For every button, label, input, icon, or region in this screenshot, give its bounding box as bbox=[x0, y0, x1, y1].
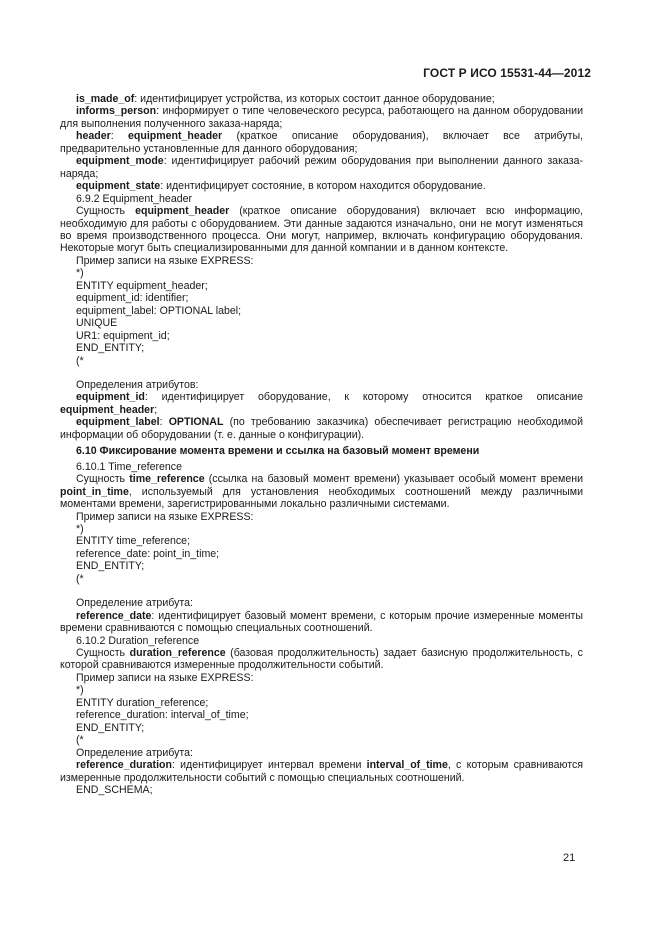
term-type: interval_of_time bbox=[366, 759, 448, 772]
term: reference_date bbox=[76, 609, 152, 622]
term: informs_person bbox=[76, 105, 157, 118]
code-line: (* bbox=[76, 572, 84, 585]
term: duration_reference bbox=[129, 647, 226, 660]
term-type: equipment_header bbox=[127, 130, 223, 143]
attr-equipment-id: equipment_id: идентифицирует оборудование, к которому относится краткое описание equipment_header; bbox=[60, 391, 583, 416]
attr-equipment-label: equipment_label: OPTIONAL (по требованию заказчика) обеспечивает регистрацию необходимой информации об оборудовании (т. е. данные о конфигурации). bbox=[60, 416, 583, 441]
code-line: ENTITY duration_reference; bbox=[76, 696, 209, 709]
term: is_made_of bbox=[76, 93, 135, 105]
text: (базовая продолжительность) задает базисную продолжительность, с которой сравниваются измеренные продолжительности событий. bbox=[60, 647, 583, 672]
example-caption: Пример записи на языке EXPRESS: bbox=[76, 671, 254, 684]
text: : информирует о типе человеческого ресурса, работающего на данном оборудовании для выполнения полученного заказа-наряда; bbox=[60, 105, 583, 130]
attr-header: header: equipment_header (краткое описание оборудования), включает все атрибуты, предварительно установленные для данного оборудования; bbox=[60, 130, 584, 155]
page-number: 21 bbox=[563, 852, 576, 864]
example-caption: Пример записи на языке EXPRESS: bbox=[76, 254, 254, 267]
term: equipment_state bbox=[76, 180, 161, 193]
code-line: END_ENTITY; bbox=[76, 560, 145, 573]
term-type: OPTIONAL bbox=[168, 416, 224, 429]
code-line: *) bbox=[76, 522, 84, 535]
code-block-equipment-header bbox=[60, 267, 583, 367]
section-heading-6-10-2: 6.10.2 Duration_reference bbox=[76, 634, 200, 647]
code-line: ENTITY equipment_header; bbox=[76, 279, 208, 292]
term: equipment_id bbox=[76, 391, 145, 404]
term: header bbox=[76, 130, 111, 143]
term: reference_duration bbox=[76, 759, 172, 772]
paragraph-equipment-header: Сущность equipment_header (краткое описание оборудования) включает всю информацию, необходимую для работы с оборудованием. Эти данные задаются изначально, они не могут изменяться во время производственного процесса. Они могут, например, включать конфигурацию оборудования. Некоторые могут быть специализированными для данной компании и в данном контексте. bbox=[60, 205, 583, 255]
code-line: reference_date: point_in_time; bbox=[76, 547, 220, 560]
end-schema: END_SCHEMA; bbox=[76, 784, 153, 797]
code-line: UR1: equipment_id; bbox=[76, 329, 170, 342]
section-heading-6-10: 6.10 Фиксирование момента времени и ссылка на базовый момент времени bbox=[76, 445, 480, 458]
text: (по требованию заказчика) обеспечивает регистрацию необходимой информации об оборудовании (т. е. данные о конфигурации). bbox=[60, 416, 583, 441]
code-block-time-reference bbox=[60, 523, 583, 585]
paragraph-time-reference: Сущность time_reference (ссылка на базовый момент времени) указывает особый момент времени point_in_time, используемый для установления необходимых соотношений между различными моментами времени, зарегистрированными локально различными системами. bbox=[60, 473, 583, 511]
code-line: END_ENTITY; bbox=[76, 342, 145, 355]
code-line: END_ENTITY; bbox=[76, 721, 145, 734]
term: equipment_label bbox=[76, 416, 160, 429]
attr-reference-duration: reference_duration: идентифицирует интервал времени interval_of_time, с которым сравниваются измеренные продолжительности событий с помощью специальных соотношений. bbox=[60, 759, 583, 784]
code-line: (* bbox=[76, 354, 84, 367]
code-line: equipment_label: OPTIONAL label; bbox=[76, 304, 242, 317]
text: : идентифицирует устройства, из которых состоит данное оборудование; bbox=[134, 93, 495, 105]
definitions-caption: Определение атрибута: bbox=[76, 597, 193, 610]
code-line: equipment_id: identifier; bbox=[76, 292, 189, 305]
definitions-caption: Определения атрибутов: bbox=[76, 378, 199, 391]
term: equipment_mode bbox=[76, 155, 164, 168]
code-line: UNIQUE bbox=[76, 317, 118, 330]
code-block-duration-reference bbox=[60, 684, 583, 746]
code-line: ENTITY time_reference; bbox=[76, 535, 191, 548]
attr-informs-person bbox=[60, 105, 583, 130]
text: (краткое описание оборудования), включает все атрибуты, предварительно установленные для данного оборудования; bbox=[60, 130, 584, 155]
definitions-caption: Определение атрибута: bbox=[76, 746, 193, 759]
code-line: *) bbox=[76, 684, 84, 697]
page-content bbox=[60, 93, 583, 796]
text: (краткое описание оборудования) включает всю информацию, необходимую для работы с оборудованием. Эти данные задаются изначально, они не могут изменяться во время производственного процесса. Они могут, например, включать конфигурацию оборудования. Некоторые могут быть специализированными для данной компании и в данном контексте. bbox=[60, 205, 583, 255]
attr-equipment-state bbox=[60, 180, 583, 192]
term: time_reference bbox=[129, 473, 205, 486]
standard-header: ГОСТ Р ИСО 15531-44—2012 bbox=[423, 66, 591, 80]
code-line: (* bbox=[76, 734, 84, 747]
section-heading-6-9-2: 6.9.2 Equipment_header bbox=[76, 192, 193, 205]
paragraph-duration-reference: Сущность duration_reference (базовая продолжительность) задает базисную продолжительность, с которой сравниваются измеренные продолжительности событий. bbox=[60, 647, 583, 672]
text: , используемый для установления необходимых соотношений между различными моментами времени, зарегистрированными локально различными системами. bbox=[60, 485, 583, 511]
text: : идентифицирует состояние, в котором находится оборудование. bbox=[160, 180, 486, 193]
text: , с которым сравниваются измеренные продолжительности событий с помощью специальных соотношений. bbox=[60, 759, 583, 784]
attr-equipment-mode bbox=[60, 155, 583, 180]
attr-is-made-of bbox=[60, 93, 583, 105]
term-type: equipment_header bbox=[60, 403, 155, 416]
example-caption: Пример записи на языке EXPRESS: bbox=[76, 510, 254, 523]
code-line: reference_duration: interval_of_time; bbox=[76, 709, 249, 722]
term-type: point_in_time bbox=[60, 485, 129, 498]
code-line: *) bbox=[76, 267, 84, 280]
section-heading-6-10-1: 6.10.1 Time_reference bbox=[76, 460, 182, 473]
attr-reference-date bbox=[60, 610, 583, 635]
term: equipment_header bbox=[135, 205, 230, 218]
text: : идентифицирует рабочий режим оборудования при выполнении данного заказа-наряда; bbox=[60, 155, 583, 180]
text: : идентифицирует базовый момент времени, с которым прочие измеренные моменты времени сравниваются с помощью специальных соотношений. bbox=[60, 609, 583, 635]
